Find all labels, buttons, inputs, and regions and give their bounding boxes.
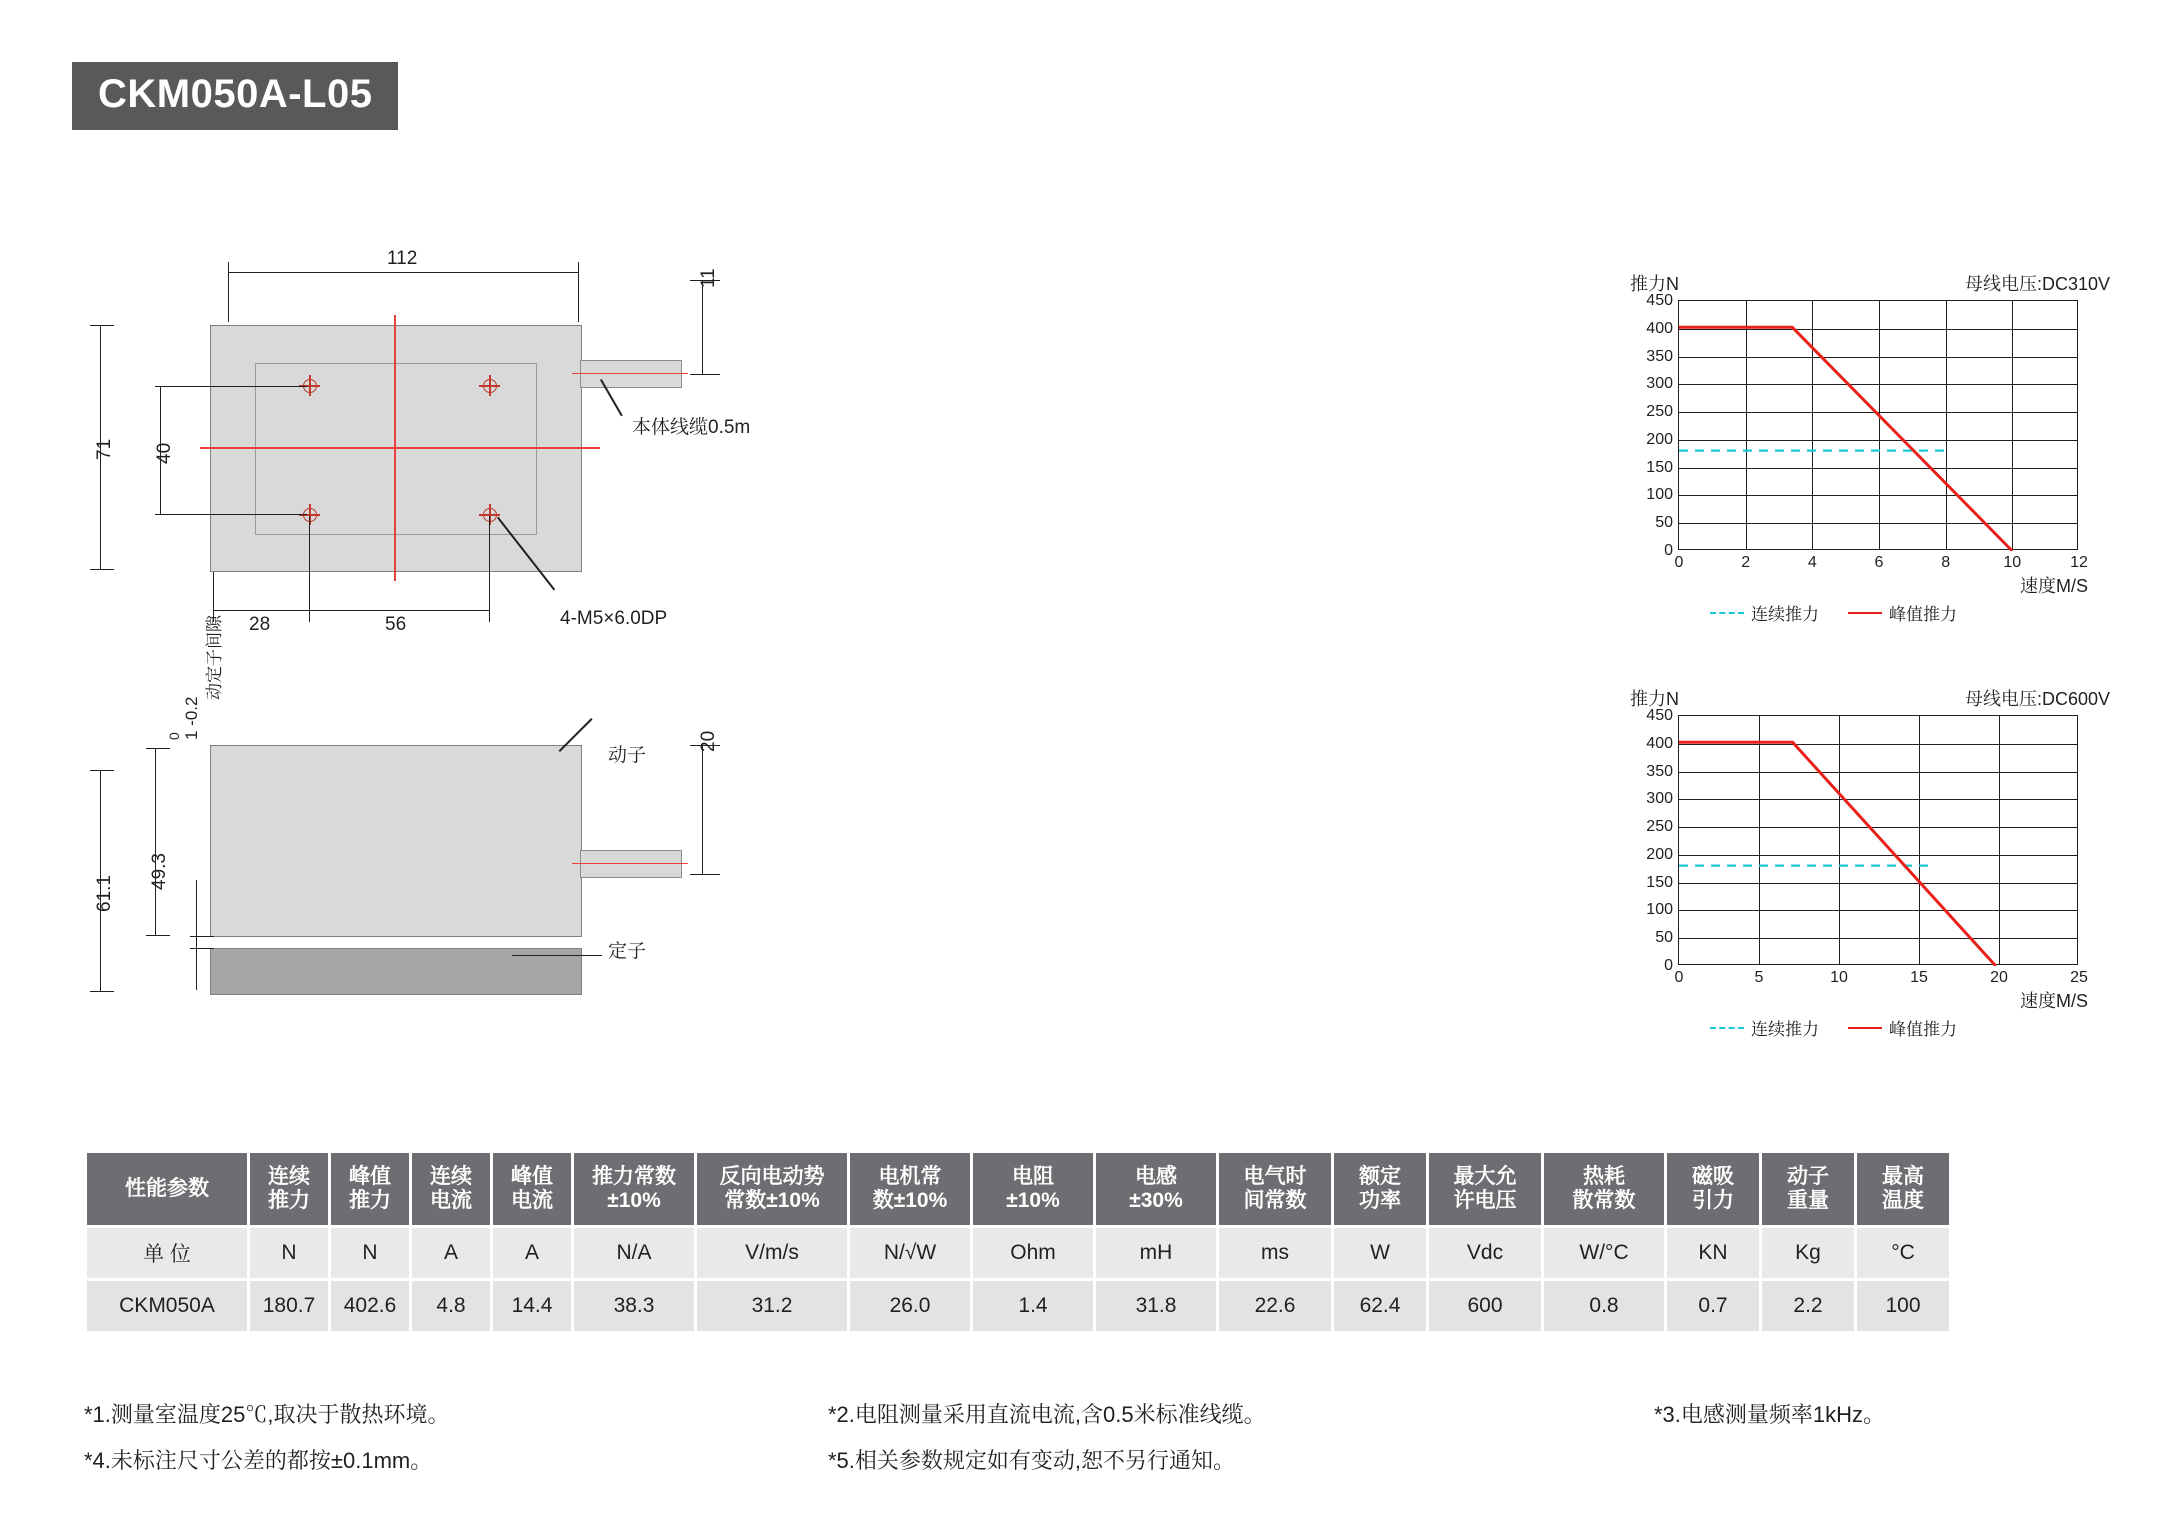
value-cell-1: 402.6 [331, 1281, 409, 1331]
value-cell-14: 2.2 [1762, 1281, 1854, 1331]
header-text: 峰值 推力 [349, 1164, 391, 1212]
chart2-ytick-0: 0 [1664, 957, 1673, 974]
dim-112-ext-left [228, 262, 229, 322]
chart1-legend-peak [1848, 600, 1957, 625]
header-text: 反向电动势 常数±10% [719, 1164, 825, 1212]
note-5: *5.相关参数规定如有变动,恕不另行通知。 [828, 1448, 1236, 1473]
note-1: *1.测量室温度25℃,取决于散热环境。 [84, 1402, 450, 1427]
dim-56-line [310, 610, 490, 611]
header-cell-6 [697, 1153, 847, 1225]
chart2-series-svg [1679, 716, 2079, 966]
chart1-plot-area [1646, 292, 2088, 571]
units-cell-8: mH [1096, 1228, 1216, 1278]
units-cell-3: A [493, 1228, 571, 1278]
units-cell-14: Kg [1762, 1228, 1854, 1278]
dim-gap-ext-bottom [190, 948, 214, 949]
units-cell-6: N/√W [850, 1228, 970, 1278]
header-text: 额定 功率 [1359, 1164, 1401, 1212]
chart2-xtick-15: 15 [1910, 969, 1928, 986]
header-cell-3 [412, 1153, 490, 1225]
table-row [87, 1281, 1949, 1331]
chart2-xlabel: 速度M/S [2020, 991, 2089, 1011]
value-cell-11: 600 [1429, 1281, 1541, 1331]
chart1-ytick-250: 250 [1646, 403, 1673, 421]
legend-dash-swatch [1710, 612, 1744, 614]
dim-61-ext-top [90, 770, 114, 771]
top-view-centerline-vertical [394, 315, 396, 581]
row-label-cell: CKM050A [87, 1281, 247, 1331]
dim-28-ext-right [309, 516, 310, 622]
dim-11-ext-bottom [690, 374, 720, 375]
dim-gap-value: 1 -0.2 [182, 696, 201, 740]
mover-label: 动子 [608, 745, 647, 766]
header-text: 推力常数 ±10% [592, 1164, 676, 1212]
chart1-ytick-100: 100 [1646, 486, 1673, 504]
units-label-cell: 单 位 [87, 1228, 247, 1278]
header-cell-9 [1096, 1153, 1216, 1225]
dim-gap-sup-text: 0 [166, 732, 182, 740]
value-cell-8: 31.8 [1096, 1281, 1216, 1331]
chart1-xlabel: 速度M/S [2020, 576, 2089, 596]
header-cell-15 [1762, 1153, 1854, 1225]
header-text: 连续 推力 [268, 1164, 310, 1212]
header-cell-7 [850, 1153, 970, 1225]
chart2-ytick-400: 400 [1646, 734, 1673, 752]
header-cell-4 [493, 1153, 571, 1225]
units-cell-13: KN [1667, 1228, 1759, 1278]
dim-gap-label-text: 动定子间隙 [205, 615, 224, 700]
value-cell-0: 180.7 [250, 1281, 328, 1331]
units-cell-1: N [331, 1228, 409, 1278]
value-cell-3: 14.4 [493, 1281, 571, 1331]
dim-112-line [228, 272, 578, 273]
value-cell-6: 26.0 [850, 1281, 970, 1331]
value-cell-4: 38.3 [574, 1281, 694, 1331]
top-view-cable-centerline [572, 373, 688, 375]
value-cell-9: 22.6 [1219, 1281, 1331, 1331]
units-cell-7: Ohm [973, 1228, 1093, 1278]
chart1-ytick-50: 50 [1655, 514, 1673, 532]
chart2-ytick-250: 250 [1646, 818, 1673, 836]
chart1-ytick-0: 0 [1664, 542, 1673, 559]
header-cell-1 [250, 1153, 328, 1225]
side-view-mover [210, 745, 582, 937]
chart2-plot-area [1646, 707, 2088, 986]
chart-dc310v [1630, 274, 2110, 624]
dim-49-text: 49.3 [149, 853, 170, 890]
stator-leader-line [512, 955, 602, 956]
chart1-series-peak [1679, 327, 2012, 551]
chart1-xtick-10: 10 [2003, 554, 2022, 571]
dim-49-ext-bottom [146, 935, 170, 936]
specification-table [84, 1150, 1952, 1334]
dim-gap-line [196, 880, 197, 990]
dim-49-line [155, 748, 156, 936]
note-2: *2.电阻测量采用直流电流,含0.5米标准线缆。 [828, 1402, 1266, 1427]
chart2-ytick-350: 350 [1646, 762, 1673, 780]
header-text: 动子 重量 [1787, 1164, 1829, 1212]
legend-solid-swatch [1848, 1027, 1882, 1029]
header-text: 电感 ±30% [1129, 1164, 1183, 1212]
chart2-subtitle: 母线电压:DC600V [1964, 689, 2110, 709]
value-cell-5: 31.2 [697, 1281, 847, 1331]
header-text: 峰值 电流 [511, 1164, 553, 1212]
chart1-xtick-4: 4 [1807, 554, 1817, 571]
note-3: *3.电感测量频率1kHz。 [1654, 1402, 1886, 1427]
header-text: 性能参数 [125, 1176, 209, 1200]
chart1-series-svg [1679, 301, 2079, 551]
chart2-legend-peak-label: 峰值推力 [1889, 1020, 1957, 1039]
chart1-ylabel: 推力N [1630, 274, 1679, 294]
units-cell-0: N [250, 1228, 328, 1278]
value-cell-12: 0.8 [1544, 1281, 1664, 1331]
dim-49-ext-top [146, 748, 170, 749]
chart2-xtick-25: 25 [2070, 969, 2088, 986]
chart1-ytick-400: 400 [1646, 319, 1673, 337]
chart1-legend-continuous [1710, 600, 1819, 625]
legend-dash-swatch [1710, 1027, 1744, 1029]
dim-40-ext-bottom [155, 514, 307, 515]
value-cell-2: 4.8 [412, 1281, 490, 1331]
header-cell-2 [331, 1153, 409, 1225]
value-cell-7: 1.4 [973, 1281, 1093, 1331]
chart1-xtick-0: 0 [1674, 554, 1684, 571]
value-cell-10: 62.4 [1334, 1281, 1426, 1331]
chart1-legend-peak-label: 峰值推力 [1889, 605, 1957, 624]
dim-20-text: 20 [698, 730, 719, 752]
page-title: CKM050A-L05 [72, 62, 398, 130]
header-text: 最高 温度 [1882, 1164, 1924, 1212]
header-text: 连续 电流 [430, 1164, 472, 1212]
chart2-ytick-150: 150 [1646, 873, 1673, 891]
header-cell-12 [1429, 1153, 1541, 1225]
chart1-subtitle: 母线电压:DC310V [1964, 274, 2110, 294]
chart1-xtick-12: 12 [2070, 554, 2088, 571]
header-cell-8 [973, 1153, 1093, 1225]
dim-20-ext-bottom [690, 874, 720, 875]
chart2-ytick-50: 50 [1655, 929, 1673, 947]
mounting-hole-top-right [483, 379, 497, 393]
chart-dc600v [1630, 689, 2110, 1039]
header-text: 电阻 ±10% [1006, 1164, 1060, 1212]
units-cell-15: °C [1857, 1228, 1949, 1278]
dim-40-ext-top [155, 386, 307, 387]
header-cell-11 [1334, 1153, 1426, 1225]
header-cell-0 [87, 1153, 247, 1225]
value-cell-13: 0.7 [1667, 1281, 1759, 1331]
dim-61-ext-bottom [90, 991, 114, 992]
units-cell-12: W/°C [1544, 1228, 1664, 1278]
dim-112-ext-right [578, 262, 579, 322]
chart1-legend-continuous-label: 连续推力 [1751, 605, 1819, 624]
header-cell-14 [1667, 1153, 1759, 1225]
holes-label: 4-M5×6.0DP [560, 608, 668, 629]
chart2-ytick-200: 200 [1646, 845, 1673, 863]
header-cell-16 [1857, 1153, 1949, 1225]
dim-61-text: 61.1 [94, 875, 115, 912]
chart2-ytick-450: 450 [1646, 707, 1673, 724]
chart1-ytick-350: 350 [1646, 347, 1673, 365]
header-cell-13 [1544, 1153, 1664, 1225]
chart2-legend-peak [1848, 1015, 1957, 1040]
dim-28-line [213, 610, 310, 611]
chart1-ytick-150: 150 [1646, 458, 1673, 476]
chart1-xtick-2: 2 [1741, 554, 1751, 571]
dim-71-ext-top [90, 325, 114, 326]
header-text: 电机常 数±10% [872, 1164, 948, 1212]
units-cell-10: W [1334, 1228, 1426, 1278]
dim-28-text: 28 [249, 614, 271, 635]
header-text: 最大允 许电压 [1453, 1164, 1517, 1212]
table-header-row [87, 1153, 1949, 1225]
chart1-xtick-8: 8 [1941, 554, 1951, 571]
chart2-legend-continuous-label: 连续推力 [1751, 1020, 1819, 1039]
dim-112-text: 112 [387, 248, 418, 269]
header-text: 电气时 间常数 [1243, 1164, 1307, 1212]
value-cell-15: 100 [1857, 1281, 1949, 1331]
units-cell-11: Vdc [1429, 1228, 1541, 1278]
units-cell-2: A [412, 1228, 490, 1278]
chart1-ytick-300: 300 [1646, 375, 1673, 393]
dim-gap-text [182, 697, 202, 740]
chart2-ytick-100: 100 [1646, 901, 1673, 919]
chart1-ytick-200: 200 [1646, 430, 1673, 448]
units-cell-5: V/m/s [697, 1228, 847, 1278]
chart2-ylabel: 推力N [1630, 689, 1679, 709]
stator-label: 定子 [608, 941, 647, 962]
legend-solid-swatch [1848, 612, 1882, 614]
chart2-ytick-300: 300 [1646, 790, 1673, 808]
header-text: 磁吸 引力 [1692, 1164, 1734, 1212]
dim-40-text: 40 [154, 442, 175, 464]
table-units-row [87, 1228, 1949, 1278]
chart2-legend-continuous [1710, 1015, 1819, 1040]
dim-71-text: 71 [94, 438, 115, 460]
chart2-series-peak [1679, 742, 1996, 966]
dim-71-ext-bottom [90, 569, 114, 570]
note-4: *4.未标注尺寸公差的都按±0.1mm。 [84, 1448, 433, 1473]
units-cell-9: ms [1219, 1228, 1331, 1278]
dim-11-line [702, 280, 703, 375]
dim-56-text: 56 [385, 614, 407, 635]
units-cell-4: N/A [574, 1228, 694, 1278]
cable-label: 本体线缆0.5m [632, 417, 751, 438]
chart2-xtick-0: 0 [1674, 969, 1684, 986]
dim-11-text: 11 [698, 268, 719, 288]
dim-20-line [702, 745, 703, 875]
header-cell-5 [574, 1153, 694, 1225]
chart1-ytick-450: 450 [1646, 292, 1673, 309]
side-view-cable-centerline [572, 863, 688, 865]
chart2-xtick-10: 10 [1830, 969, 1848, 986]
dim-56-ext-right [489, 516, 490, 622]
dim-gap-ext-top [190, 936, 214, 937]
header-cell-10 [1219, 1153, 1331, 1225]
top-view-centerline-horizontal [200, 447, 600, 449]
header-text: 热耗 散常数 [1572, 1164, 1636, 1212]
chart1-xtick-6: 6 [1874, 554, 1884, 571]
chart2-xtick-20: 20 [1990, 969, 2008, 986]
chart2-xtick-5: 5 [1754, 969, 1764, 986]
